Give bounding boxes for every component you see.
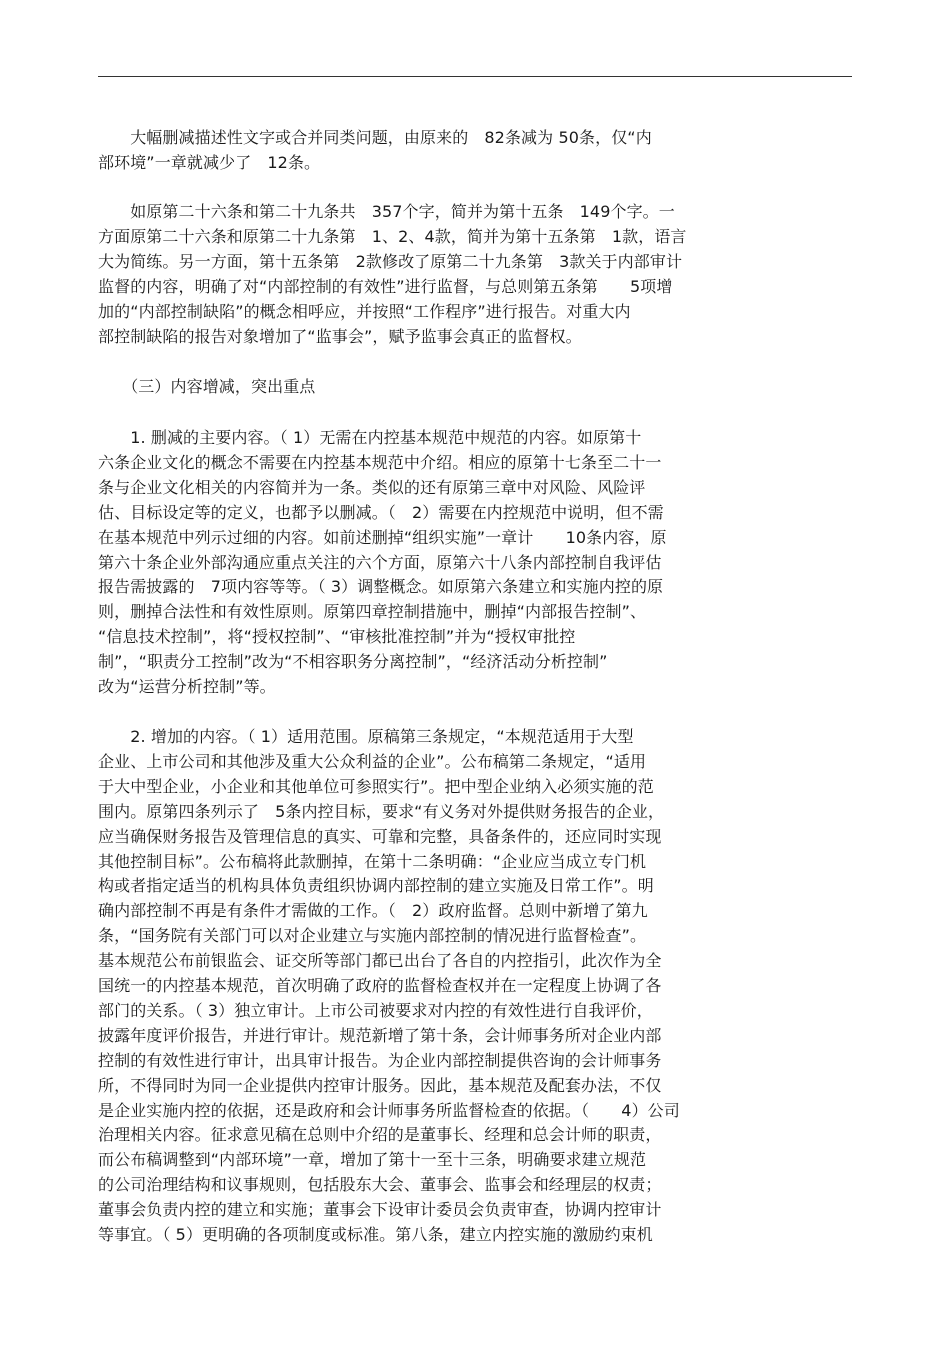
text-line: 治理相关内容。征求意见稿在总则中介绍的是董事长、经理和总会计师的职责，: [98, 1125, 662, 1145]
text-line: 如原第二十六条和第二十九条共 357个字，简并为第十五条 149个字。一: [98, 202, 675, 221]
text-line: 大为简练。另一方面，第十五条第 2款修改了原第二十九条第 3款关于内部审计: [98, 251, 683, 271]
text-line: 在基本规范中列示过细的内容。如前述删掉“组织实施”一章计 10条内容，原: [98, 527, 667, 547]
text-line: 条，“国务院有关部门可以对企业建立与实施内部控制的情况进行监督检查”。: [98, 926, 647, 946]
text-line: 则，删掉合法性和有效性原则。原第四章控制措施中，删掉“内部报告控制”、: [98, 602, 647, 622]
text-line: 等事宜。（ 5）更明确的各项制度或标准。第八条，建立内控实施的激励约束机: [98, 1225, 653, 1244]
text-line: 于大中型企业，小企业和其他单位可参照实行”。把中型企业纳入必须实施的范: [98, 776, 654, 796]
text-line: 部环境”一章就减少了 12条。: [98, 152, 321, 172]
text-line: 是企业实施内控的依据，还是政府和会计师事务所监督检查的依据。（ 4）公司: [98, 1100, 680, 1120]
text-line: 所，不得同时为同一企业提供内控审计服务。因此，基本规范及配套办法，不仅: [98, 1075, 662, 1095]
text-line: （三）内容增减，突出重点: [98, 377, 316, 396]
text-line: 企业、上市公司和其他涉及重大公众利益的企业”。公布稿第二条规定，“适用: [98, 751, 647, 771]
text-line: 控制的有效性进行审计，出具审计报告。为企业内部控制提供咨询的会计师事务: [98, 1050, 662, 1070]
text-line: 方面原第二十六条和原第二十九条第 1、2、4款，简并为第十五条第 1款，语言: [98, 226, 687, 246]
text-line: 董事会负责内控的建立和实施；董事会下设审计委员会负责审查，协调内控审计: [98, 1200, 662, 1220]
text-line: 部控制缺陷的报告对象增加了“监事会”，赋予监事会真正的监督权。: [98, 326, 582, 346]
text-line: 披露年度评价报告，并进行审计。规范新增了第十条，会计师事务所对企业内部: [98, 1025, 662, 1045]
text-line: 条与企业文化相关的内容简并为一条。类似的还有原第三章中对风险、风险评: [98, 477, 646, 497]
text-line: “信息技术控制”，将“授权控制”、“审核批准控制”并为“授权审批控: [98, 627, 576, 647]
text-line: 1. 删减的主要内容。（ 1）无需在内控基本规范中规范的内容。如原第十: [98, 428, 642, 447]
text-line: 国统一的内控基本规范，首次明确了政府的监督检查权并在一定程度上协调了各: [98, 976, 662, 995]
text-line: 而公布稿调整到“内部环境”一章，增加了第十一至十三条，明确要求建立规范: [98, 1150, 647, 1170]
text-line: 构或者指定适当的机构具体负责组织协调内部控制的建立实施及日常工作”。明: [98, 876, 654, 896]
text-line: 的公司治理结构和议事规则，包括股东大会、董事会、监事会和经理层的权责；: [98, 1175, 662, 1195]
text-line: 加的“内部控制缺陷”的概念相呼应，并按照“工作程序”进行报告。对重大内: [98, 301, 631, 321]
header-rule: [98, 76, 852, 77]
text-line: 监督的内容，明确了对“内部控制的有效性”进行监督，与总则第五条第 5项增: [98, 276, 673, 296]
text-line: 其他控制目标”。公布稿将此款删掉，在第十二条明确：“企业应当成立专门机: [98, 851, 647, 871]
text-line: 确内部控制不再是有条件才需做的工作。（ 2）政府监督。总则中新增了第九: [98, 901, 648, 921]
text-line: 估、目标设定等的定义，也都予以删减。（ 2）需要在内控规范中说明，但不需: [98, 502, 664, 522]
text-line: 报告需披露的 7项内容等等。（ 3）调整概念。如原第六条建立和实施内控的原: [98, 577, 664, 597]
text-line: 第六十条企业外部沟通应重点关注的六个方面，原第六十八条内部控制自我评估: [98, 552, 662, 572]
text-line: 基本规范公布前银监会、证交所等部门都已出台了各自的内控指引，此次作为全: [98, 951, 662, 971]
text-line: 制”，“职责分工控制”改为“不相容职务分离控制”，“经济活动分析控制”: [98, 652, 608, 672]
text-line: 大幅删减描述性文字或合并同类问题，由原来的 82条减为 50条，仅“内: [98, 128, 652, 147]
text-line: 改为“运营分析控制”等。: [98, 677, 276, 696]
text-line: 部门的关系。（ 3）独立审计。上市公司被要求对内控的有效性进行自我评价，: [98, 1000, 653, 1020]
text-line: 应当确保财务报告及管理信息的真实、可靠和完整，具备条件的，还应同时实现: [98, 826, 662, 846]
text-line: 六条企业文化的概念不需要在内控基本规范中介绍。相应的原第十七条至二十一: [98, 452, 662, 472]
text-line: 2. 增加的内容。（ 1）适用范围。原稿第三条规定，“本规范适用于大型: [98, 727, 634, 746]
text-line: 围内。原第四条列示了 5条内控目标，要求“有义务对外提供财务报告的企业，: [98, 801, 665, 821]
